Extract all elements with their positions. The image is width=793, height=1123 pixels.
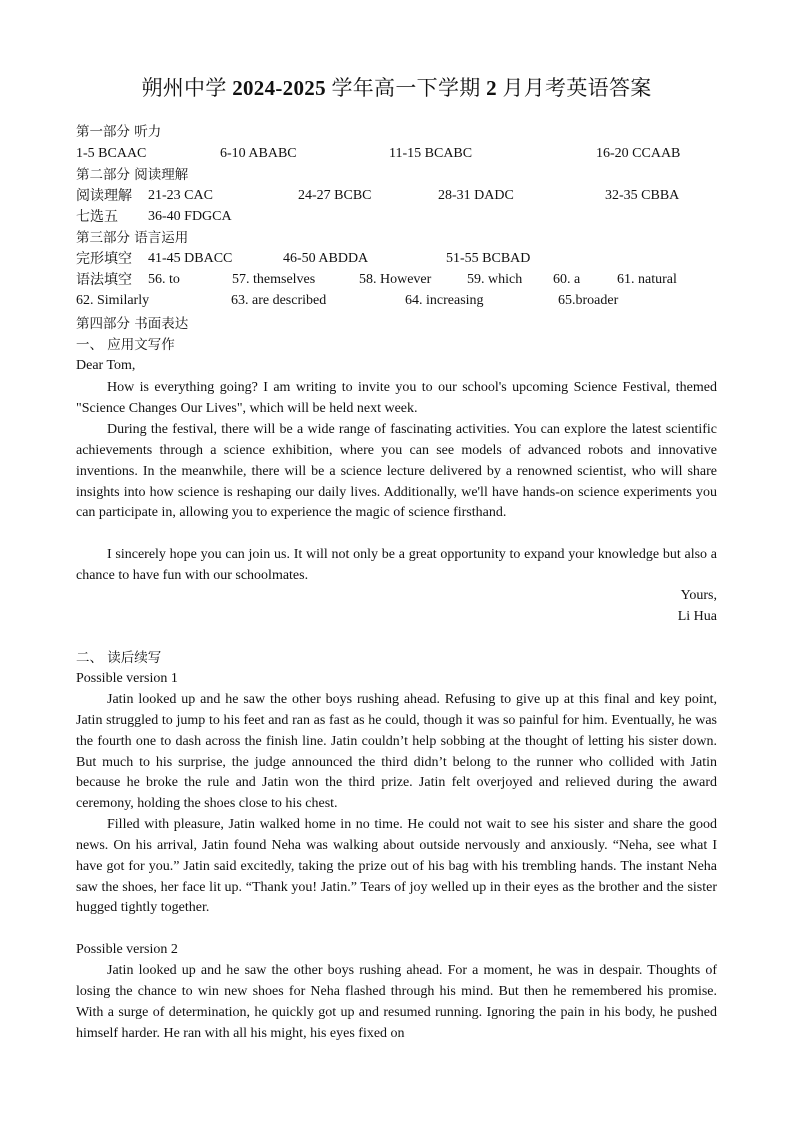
- answer-item: 64. increasing: [405, 293, 484, 308]
- answer-item: 59. which: [467, 272, 523, 287]
- part4-heading: 第四部分 书面表达: [76, 316, 189, 332]
- answer-group: 11-15 BCABC: [389, 146, 473, 161]
- practical-writing-heading: 一、 应用文写作: [76, 337, 175, 353]
- letter-closing: Yours,: [680, 588, 717, 603]
- answer-item: 62. Similarly: [76, 293, 150, 308]
- answer-item: 61. natural: [617, 272, 677, 287]
- cloze-label: 完形填空: [76, 251, 132, 267]
- answer-group: 41-45 DBACC: [148, 251, 233, 266]
- version-label: Possible version 2: [76, 942, 178, 957]
- letter-paragraph: During the festival, there will be a wide range of fascinating activities. You can explore the latest scientific achievements through a science exhibition, where you can see models of advanced robots and innovative inventions. In the meanwhile, there will be a science lecture delivered by a renowned scientist, who will share insights into how science is reshaping our daily lives. Additionally, we'll have hands-on science experiments you can participate in, allowing you to experience the magic of science firsthand.: [76, 422, 717, 521]
- answer-group: 36-40 FDGCA: [148, 209, 232, 224]
- answer-group: 32-35 CBBA: [605, 188, 680, 203]
- story-paragraph: Filled with pleasure, Jatin walked home in no time. He could not wait to see his sister and share the good news. On his arrival, Jatin found Neha was walking about outside nervously and anxiously. “Neha, see what I have got for you.” Jatin said excitedly, taking the prize out of his bag with his trembling hands. The instant Neha saw the shoes, her face lit up. “Thank you! Jatin.” Tears of joy welled up in their eyes as the brother and the sister hugged tightly together.: [76, 817, 717, 916]
- letter-salutation: Dear Tom,: [76, 358, 136, 373]
- page-title: 朔州中学 2024-2025 学年高一下学期 2 月月考英语答案: [141, 76, 652, 100]
- version-label: Possible version 1: [76, 671, 178, 686]
- answer-group: 28-31 DADC: [438, 188, 514, 203]
- story-paragraph: Jatin looked up and he saw the other boys rushing ahead. For a moment, he was in despair. Thoughts of losing the chance to win new shoes for Neha flashed through his mind. But then he remembered his promise. With a surge of determination, he quickly got up and resumed running. Ignoring the pain in his body, he pushed himself harder. He ran with all his might, his eyes fixed on: [76, 963, 717, 1041]
- answer-group: 16-20 CCAAB: [596, 146, 681, 161]
- letter-signature: Li Hua: [677, 609, 717, 624]
- answer-item: 58. However: [359, 272, 432, 287]
- answer-group: 1-5 BCAAC: [76, 146, 147, 161]
- part2-heading: 第二部分 阅读理解: [76, 167, 189, 183]
- answer-group: 51-55 BCBAD: [446, 251, 531, 266]
- answer-group: 6-10 ABABC: [220, 146, 297, 161]
- answer-item: 60. a: [553, 272, 581, 287]
- answer-group: 24-27 BCBC: [298, 188, 372, 203]
- reading-label: 阅读理解: [76, 188, 132, 204]
- letter-paragraph: How is everything going? I am writing to invite you to our school's upcoming Science Festival, themed "Science Changes Our Lives", which will be held next week.: [76, 380, 717, 416]
- answer-item: 57. themselves: [232, 272, 316, 287]
- letter-paragraph: I sincerely hope you can join us. It will not only be a great opportunity to expand your knowledge but also a chance to have fun with our schoolmates.: [76, 547, 717, 583]
- answer-group: 21-23 CAC: [148, 188, 213, 203]
- seven-label: 七选五: [76, 209, 118, 225]
- part3-heading: 第三部分 语言运用: [76, 230, 189, 246]
- story-paragraph: Jatin looked up and he saw the other boys rushing ahead. Refusing to give up at this final and key point, Jatin struggled to jump to his feet and ran as fast as he could, though it was so painful for him. Eventually, he was the fourth one to dash across the finish line. Jatin couldn’t help sobbing at the thought of letting his sister down. But much to his surprise, the judge announced the third didn’t belong to the runner who collided with Jatin because he broke the rule and Jatin won the third prize. Jatin felt overjoyed and relieved during the award ceremony, holding the shoes close to his chest.: [76, 692, 717, 812]
- answer-item: 65.broader: [558, 293, 619, 308]
- continuation-writing-heading: 二、 读后续写: [76, 650, 162, 666]
- answer-group: 46-50 ABDDA: [283, 251, 369, 266]
- answer-item: 63. are described: [231, 293, 327, 308]
- part1-heading: 第一部分 听力: [76, 124, 162, 140]
- answer-item: 56. to: [148, 272, 180, 287]
- grammar-label: 语法填空: [76, 272, 132, 288]
